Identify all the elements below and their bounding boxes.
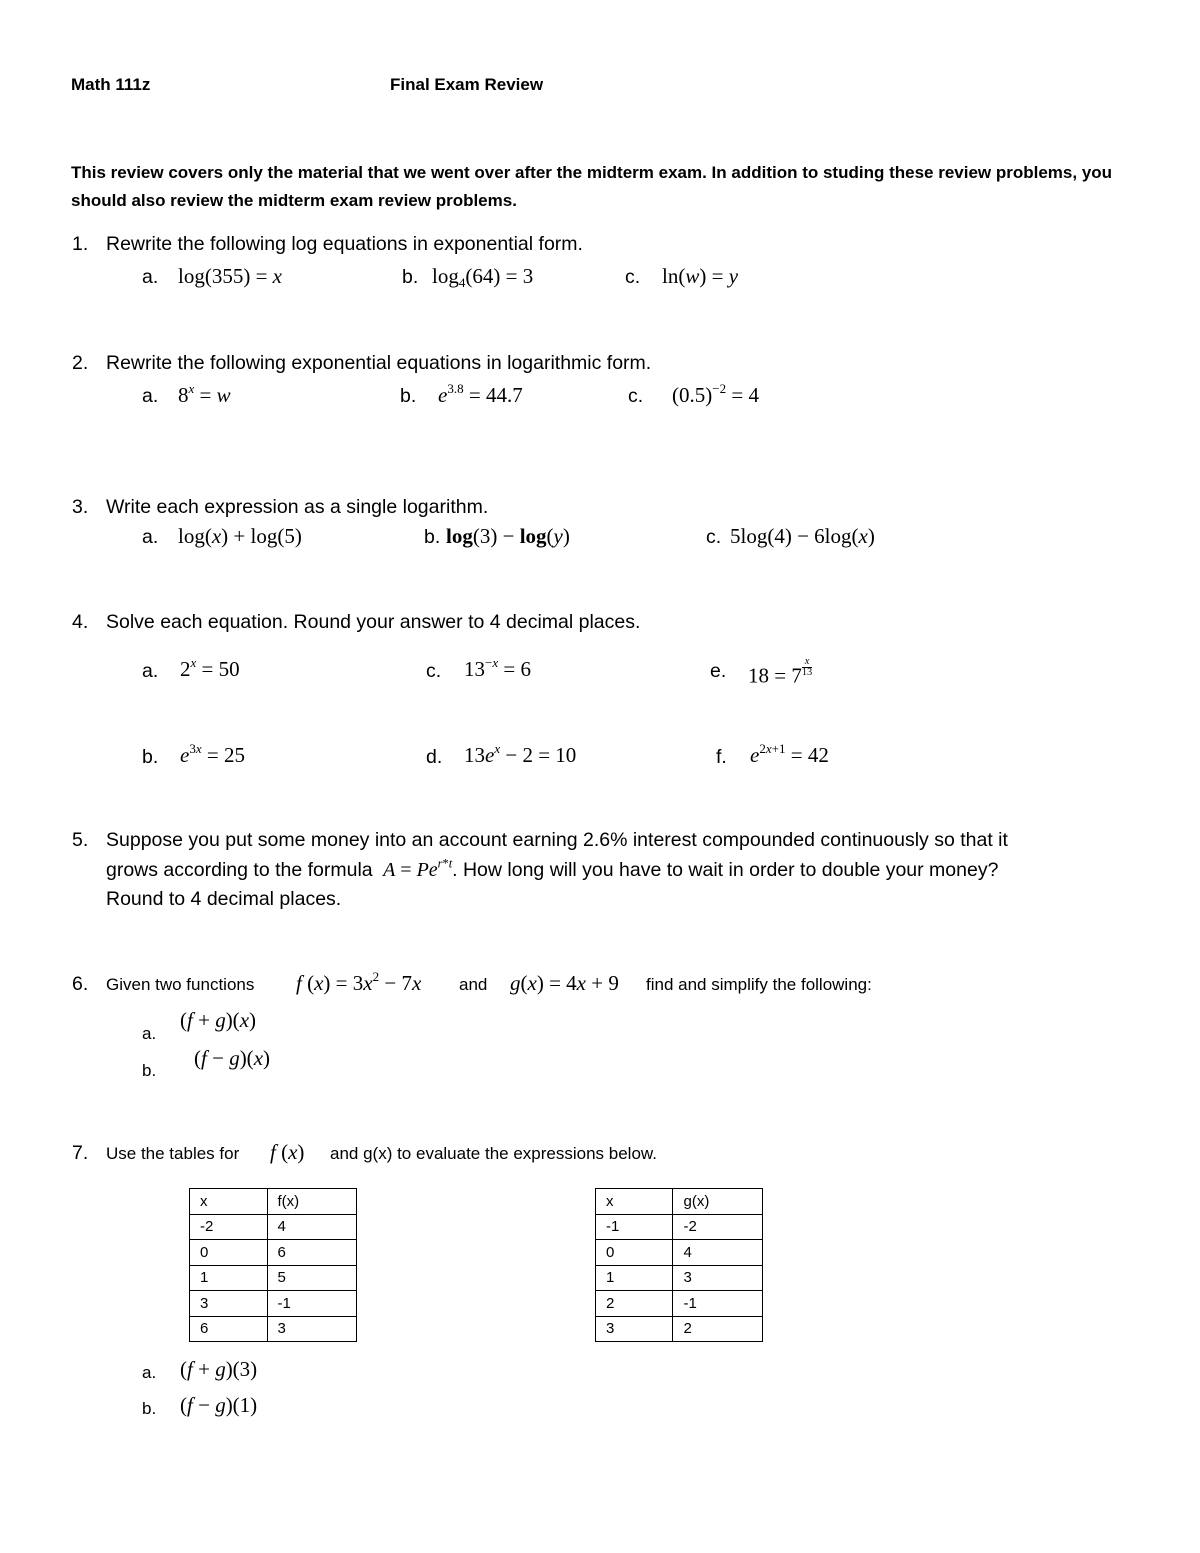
q7a-expression: (f + g)(3) [180,1357,258,1381]
table-cell: 1 [596,1265,673,1291]
q6-g-definition: g(x) = 4x + 9 [510,971,619,995]
q4b-equation: $e^{3x} = 25$ [180,740,245,767]
q4a-label: a. [142,660,159,682]
table-cell: -1 [267,1291,356,1317]
table-cell: 3 [190,1291,268,1317]
table-g-header-x: x [596,1189,673,1215]
q3a-label: a. [142,526,159,548]
q4c-equation: $13^{-x} = 6$ [464,654,531,681]
q4-text: Solve each equation. Round your answer to 4 decimal places. [106,611,641,633]
q2c-label: c. [628,385,644,407]
q6a-expression: (f + g)(x) [180,1008,257,1032]
intro-paragraph: This review covers only the material that we went over after the midterm exam. In addition to studing these review problems, you should also review the midterm exam review problems. [71,163,1113,210]
table-cell: 3 [267,1316,356,1342]
table-row [596,1265,763,1291]
table-cell: 0 [596,1240,673,1266]
q4f-label: f. [716,746,727,768]
q4c-label: c. [426,660,442,682]
table-row [596,1240,763,1266]
table-g-header-gx: g(x) [673,1189,763,1215]
q4e-equation: 18 = 7 $\frac{x}{13}$ [748,656,813,688]
table-cell: 0 [190,1240,268,1266]
table-row [190,1214,357,1240]
q4f-equation: $e^{2x+1} = 42$ [750,740,829,767]
table-row [596,1316,763,1342]
table-f [189,1188,357,1342]
q7-fx: f (x) [270,1140,305,1164]
q5-line2 [106,856,999,882]
q3b-expression: log(3) − log(y) [446,524,570,548]
q1-text: Rewrite the following log equations in exponential form. [106,233,583,255]
table-row [596,1291,763,1317]
q4d-equation: $13e^x - 2 = 10$ [464,740,577,767]
q3-number: 3. [72,496,89,518]
table-cell: 3 [596,1316,673,1342]
q3b-label: b. [424,526,441,548]
table-cell: 3 [673,1265,763,1291]
q3-text: Write each expression as a single logarithm. [106,496,489,518]
q2b-label: b. [400,385,417,407]
table-g [595,1188,763,1342]
q1b-equation: $\log_4(64) = 3$ [432,264,534,290]
q5-formula: $A = Pe^{r*t}$ [383,856,453,881]
q2-text: Rewrite the following exponential equations in logarithmic form. [106,352,652,374]
table-cell: 2 [596,1291,673,1317]
table-cell: 6 [190,1316,268,1342]
q1b-label: b. [402,266,419,288]
page-title: Final Exam Review [390,75,544,94]
q6-post: find and simplify the following: [646,975,872,994]
table-cell: 2 [673,1316,763,1342]
q7-pre: Use the tables for [106,1144,240,1163]
q1c-equation: ln(w) = y [662,264,739,288]
q2-number: 2. [72,352,89,374]
table-row [190,1291,357,1317]
table-row [190,1265,357,1291]
table-cell: 4 [267,1214,356,1240]
q7b-label: b. [142,1399,157,1418]
q6-number: 6. [72,973,89,995]
table-cell: 4 [673,1240,763,1266]
table-row [190,1240,357,1266]
q6b-expression: (f − g)(x) [194,1046,271,1070]
q1a-label: a. [142,266,159,288]
q5-line2-pre: grows according to the formula [106,859,373,881]
table-cell: 6 [267,1240,356,1266]
table-f-header-fx: f(x) [267,1189,356,1215]
q6-pre: Given two functions [106,975,255,994]
q6b-label: b. [142,1061,157,1080]
table-cell: 1 [190,1265,268,1291]
q5-number: 5. [72,829,89,851]
q5-line2-post: . How long will you have to wait in order to double your money? [452,859,999,881]
q5-line3: Round to 4 decimal places. [106,888,342,910]
q4-number: 4. [72,611,89,633]
q1a-equation: log(355) = x [178,264,282,288]
q3c-label: c. [706,526,722,548]
table-cell: -2 [190,1214,268,1240]
q2c-equation: $(0.5)^{-2} = 4$ [672,380,759,407]
table-cell: 5 [267,1265,356,1291]
table-row [190,1316,357,1342]
table-cell: -1 [673,1291,763,1317]
q6a-label: a. [142,1024,157,1043]
course-label: Math 111z [71,75,151,94]
q2b-equation: $e^{3.8} = 44.7$ [438,380,523,407]
q7-number: 7. [72,1142,89,1164]
q6-and: and [459,975,488,994]
q2a-label: a. [142,385,159,407]
q7-post: and g(x) to evaluate the expressions below. [330,1144,657,1163]
table-f-header-row [190,1189,357,1215]
q6-f-definition: f $(x) = 3x^2 - 7x$ [296,968,422,995]
q7a-label: a. [142,1363,157,1382]
q4e-label: e. [710,660,727,682]
q5-line1: Suppose you put some money into an account earning 2.6% interest compounded continuously so that it [106,829,1008,851]
q4a-equation: $2^x = 50$ [180,654,240,681]
q3c-expression: 5log(4) − 6log(x) [730,524,875,548]
table-cell: -1 [596,1214,673,1240]
table-f-header-x: x [190,1189,268,1215]
q4d-label: d. [426,746,443,768]
q2a-equation: $8^x = w$ [178,380,231,407]
table-row [596,1214,763,1240]
q1c-label: c. [625,266,641,288]
table-g-header-row [596,1189,763,1215]
table-cell: -2 [673,1214,763,1240]
q1-number: 1. [72,233,89,255]
q3a-expression: log(x) + log(5) [178,524,302,548]
q4b-label: b. [142,746,159,768]
q7b-expression: (f − g)(1) [180,1393,258,1417]
